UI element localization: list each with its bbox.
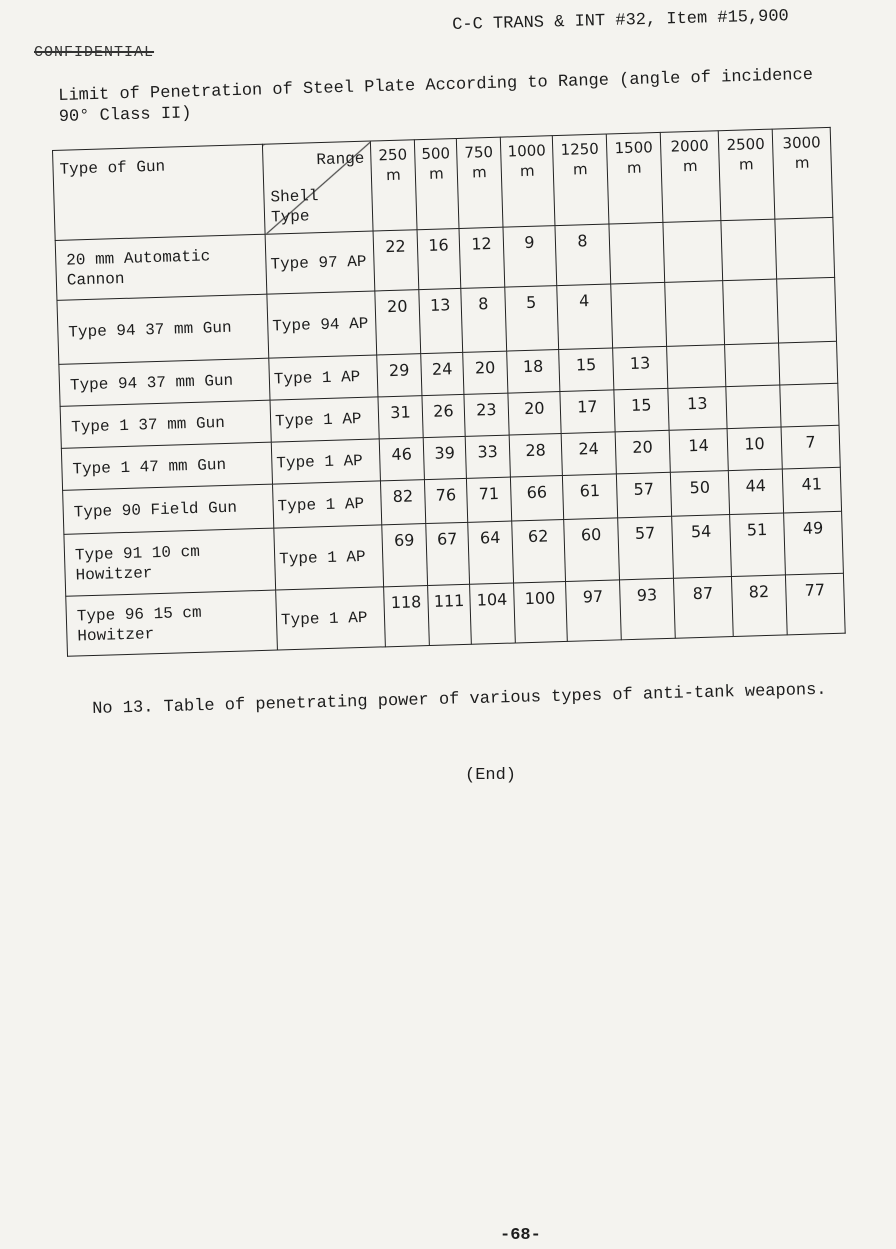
penetration-value: 23 [464,393,509,436]
range-header-cell [500,136,555,228]
penetration-value: 20 [375,290,421,355]
shell-type-label [270,186,319,227]
table-title [58,64,859,128]
table-title-line-1: Limit of Penetration of Steel Plate According to Range (angle of incidence [58,65,814,106]
penetration-value: 57 [618,516,674,580]
shell-type-cell: Type 1 AP [273,481,382,528]
penetration-value: 93 [620,578,676,640]
range-header-cell [456,137,503,228]
penetration-value: 54 [672,515,732,579]
shell-label-line-2: Type [270,207,310,227]
penetration-value: 76 [424,478,467,523]
shell-type-cell: Type 97 AP [265,231,375,294]
penetration-value: 69 [382,524,428,587]
penetration-value: 20 [615,430,670,474]
range-header-cell [606,132,663,224]
penetration-value: 33 [465,435,510,478]
penetration-value: 39 [423,436,466,479]
penetration-value [775,217,835,279]
penetration-value: 46 [379,438,424,481]
range-value: 750 [464,142,494,162]
penetration-value: 29 [377,354,422,397]
penetration-value [663,221,723,283]
penetration-value [779,341,838,385]
penetration-value: 26 [422,394,465,437]
penetration-value [721,219,777,281]
shell-type-cell: Type 1 AP [276,587,386,650]
penetration-value: 8 [461,287,507,352]
penetration-value: 44 [728,469,783,515]
range-unit: m [794,153,810,172]
penetration-value [667,345,726,389]
range-value: 1500 [614,138,654,158]
penetration-value: 66 [510,476,563,522]
penetration-value: 13 [419,288,463,353]
gun-type-cell: Type 1 37 mm Gun [60,400,271,448]
penetration-value [611,282,667,348]
penetration-value: 16 [417,228,461,289]
range-value: 2000 [670,136,710,156]
range-unit: m [572,160,588,179]
penetration-value [726,385,781,429]
range-unit: m [738,155,754,174]
classification-stamp: CONFIDENTIAL [34,44,155,61]
penetration-value: 13 [668,387,727,431]
penetration-value: 97 [566,580,622,642]
penetration-value: 15 [559,348,614,392]
penetration-value: 8 [555,224,611,286]
penetration-value: 82 [380,480,425,525]
penetration-value: 49 [784,511,844,575]
table-caption: No 13. Table of penetrating power of various types of anti-tank weapons. [92,680,827,719]
range-value: 3000 [782,133,821,153]
penetration-value: 7 [781,425,840,469]
penetration-value: 60 [564,518,620,582]
range-unit: m [385,165,401,185]
range-unit: m [471,163,487,182]
penetration-value: 41 [782,467,841,513]
penetration-value: 104 [470,583,516,644]
range-header-cell [414,138,459,229]
gun-type-cell: Type 94 37 mm Gun [57,294,269,364]
shell-type-cell: Type 1 AP [271,439,380,484]
shell-type-cell: Type 1 AP [274,525,384,590]
penetration-value: 64 [468,521,514,584]
penetration-value: 82 [731,575,787,637]
penetration-value: 10 [727,427,782,471]
penetration-value: 77 [785,573,845,635]
gun-type-cell: Type 94 37 mm Gun [59,358,270,406]
penetration-value: 15 [614,388,669,432]
penetration-value: 12 [459,227,505,288]
range-value: 2500 [726,134,765,154]
range-value: 1000 [507,141,547,161]
range-shell-header [262,141,373,234]
shell-type-cell: Type 1 AP [269,355,378,400]
gun-type-header: Type of Gun [53,144,266,240]
gun-type-cell: 20 mm Automatic Cannon [55,234,267,300]
range-unit: m [428,164,444,183]
penetration-value: 24 [421,352,464,395]
penetration-value: 71 [466,477,511,522]
gun-type-cell: Type 91 10 cm Howitzer [64,528,276,596]
table-title-line-2: 90° Class II) [58,104,192,127]
penetration-value: 18 [507,350,560,394]
shell-type-cell: Type 1 AP [270,397,379,442]
range-header-cell [552,134,609,226]
penetration-value: 111 [428,584,472,645]
penetration-value: 5 [505,286,559,352]
gun-type-cell: Type 1 47 mm Gun [61,442,272,490]
penetration-value: 51 [730,513,786,577]
range-value: 1250 [560,139,600,159]
penetration-value: 100 [514,581,568,643]
penetration-value: 4 [557,284,613,350]
penetration-table-container [52,127,846,657]
penetration-value: 9 [503,226,557,288]
penetration-value [609,222,665,284]
penetration-value [725,343,780,387]
range-unit: m [626,158,642,177]
penetration-table [52,127,846,657]
penetration-value: 87 [673,577,733,639]
range-header-cell [660,131,721,223]
penetration-value: 13 [613,346,668,390]
range-value: 250 [378,145,408,165]
penetration-value: 118 [384,586,430,647]
penetration-value: 20 [508,392,561,436]
penetration-value: 17 [560,390,615,434]
penetration-value: 61 [562,474,617,520]
penetration-value: 67 [426,522,470,585]
gun-type-cell: Type 90 Field Gun [63,484,274,534]
range-header-cell [370,140,417,231]
penetration-value [665,281,725,347]
range-unit: m [519,161,535,181]
range-unit: m [682,156,698,176]
gun-type-cell: Type 96 15 cm Howitzer [66,590,278,656]
penetration-value: 20 [463,351,508,394]
end-marker: (End) [465,766,517,785]
document-reference: C-C TRANS & INT #32, Item #15,900 [452,7,790,35]
penetration-value: 31 [378,396,423,439]
range-value: 500 [421,144,451,164]
penetration-value: 28 [509,434,562,478]
shell-label-line-1: Shell [270,187,319,207]
penetration-value: 50 [670,471,729,517]
penetration-value: 24 [561,432,616,476]
page-number: -68- [500,1226,541,1245]
penetration-value [780,383,839,427]
penetration-value: 57 [616,472,671,518]
penetration-value: 14 [669,429,728,473]
penetration-value [777,277,837,343]
range-header-cell [772,127,833,219]
shell-type-cell: Type 94 AP [267,291,377,358]
penetration-value: 22 [373,230,419,291]
range-header-cell [718,129,775,221]
range-label: Range [316,149,365,170]
penetration-value: 62 [512,519,566,583]
penetration-value [723,279,779,345]
